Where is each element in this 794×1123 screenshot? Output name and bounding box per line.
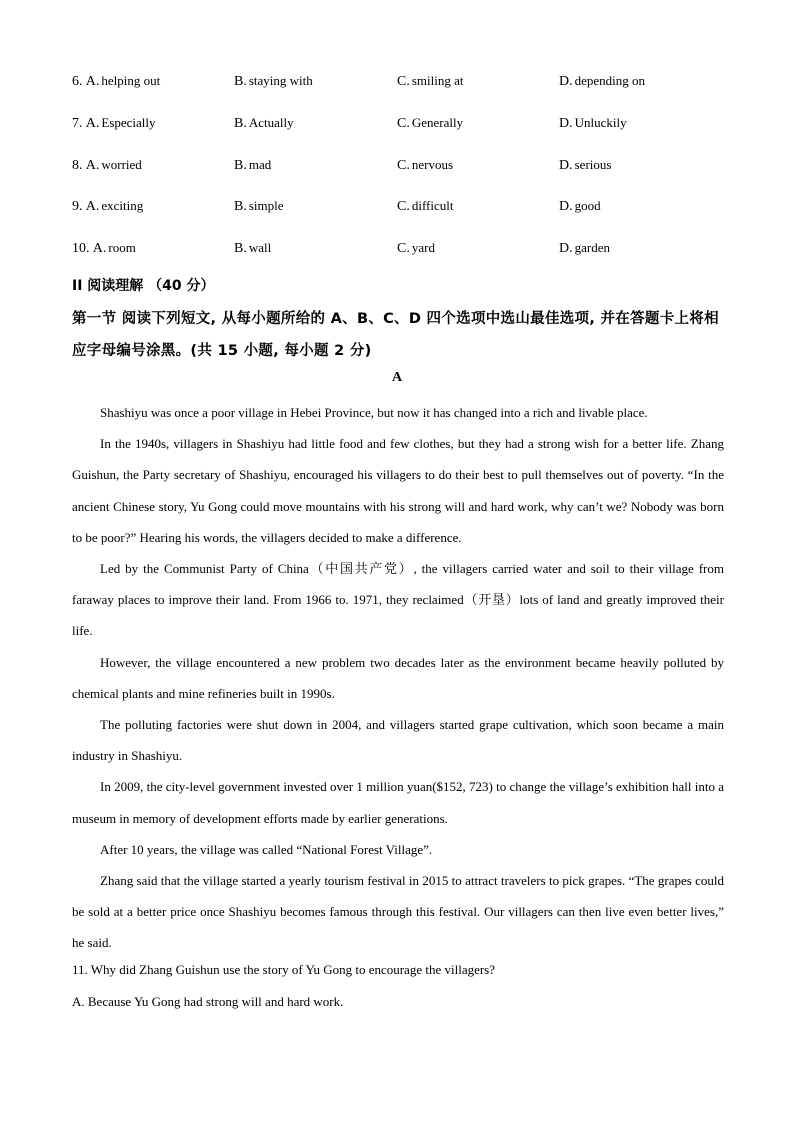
option-7-c xyxy=(397,115,463,132)
option-text: nervous xyxy=(411,157,454,172)
paragraph: However, the village encountered a new problem two decades later as the environment became heavily polluted by chemical plants and mine refineries built in 1990s. xyxy=(72,654,724,701)
option-letter-b: B. xyxy=(234,241,247,256)
option-letter-c: C. xyxy=(397,116,410,131)
option-row-6 xyxy=(0,73,794,93)
option-10-d xyxy=(559,240,610,257)
option-text: worried xyxy=(101,157,142,172)
option-6-a xyxy=(72,73,160,90)
section-instruction: 第一节 阅读下列短文, 从每小题所给的 A、B、C、D 四个选项中选山最佳选项, 并在答题卡上将相应字母编号涂黑。(共 15 小题, 每小题 2 分) xyxy=(72,311,719,359)
option-text: Especially xyxy=(101,115,156,130)
option-row-7 xyxy=(0,115,794,135)
option-text: yard xyxy=(411,240,435,255)
option-text: good xyxy=(574,198,601,213)
passage-label: A xyxy=(391,370,403,385)
option-10-c xyxy=(397,240,435,257)
option-8-a xyxy=(72,157,142,174)
option-letter-c: C. xyxy=(397,199,410,214)
paragraph: In 2009, the city-level government invested over 1 million yuan($152, 723) to change the village’s exhibition hall into a museum in memory of development efforts made by earlier generations. xyxy=(72,779,724,826)
reading-passage xyxy=(72,397,724,959)
option-row-8 xyxy=(0,157,794,177)
option-7-d xyxy=(559,115,627,132)
paragraph: After 10 years, the village was called “National Forest Village”. xyxy=(100,841,433,857)
option-9-b xyxy=(234,198,284,215)
option-text: Unluckily xyxy=(574,115,627,130)
option-7-a xyxy=(72,115,156,132)
option-text: mad xyxy=(248,157,272,172)
option-letter-a: A. xyxy=(85,199,100,214)
option-text: smiling at xyxy=(411,73,464,88)
option-letter-b: B. xyxy=(234,116,247,131)
option-9-d xyxy=(559,198,601,215)
option-9-a xyxy=(72,198,143,215)
option-letter-b: B. xyxy=(234,199,247,214)
option-10-a xyxy=(72,240,136,257)
option-text: Generally xyxy=(411,115,464,130)
option-8-b xyxy=(234,157,271,174)
option-text: difficult xyxy=(411,198,454,213)
question-11: 11. Why did Zhang Guishun use the story of Yu Gong to encourage the villagers? xyxy=(72,962,496,977)
option-letter-b: B. xyxy=(234,74,247,89)
question-number: 6. xyxy=(72,74,83,89)
option-letter-d: D. xyxy=(559,158,573,173)
option-letter-a: A. xyxy=(85,74,100,89)
question-11-option-a: A. Because Yu Gong had strong will and hard work. xyxy=(72,994,344,1009)
paragraph: Shashiyu was once a poor village in Hebei Province, but now it has changed into a rich and livable place. xyxy=(100,405,648,420)
option-letter-d: D. xyxy=(559,74,573,89)
option-6-c xyxy=(397,73,463,90)
option-8-d xyxy=(559,157,611,174)
option-text: serious xyxy=(574,157,612,172)
option-text: wall xyxy=(248,240,272,255)
paragraph: Zhang said that the village started a yearly tourism festival in 2015 to attract travelers to pick grapes. “The grapes could be sold at a better price once Shashiyu becomes famous through this festival. Our villagers can then live even better lives,” he said. xyxy=(72,873,724,951)
question-number: 7. xyxy=(72,116,83,131)
option-letter-c: C. xyxy=(397,158,410,173)
option-row-10 xyxy=(0,240,794,260)
paragraph: The polluting factories were shut down in 2004, and villagers started grape cultivation, which soon became a main industry in Shashiyu. xyxy=(72,717,724,764)
option-8-c xyxy=(397,157,453,174)
option-text: simple xyxy=(248,198,284,213)
option-text: Actually xyxy=(248,115,294,130)
option-letter-a: A. xyxy=(85,158,100,173)
question-number: 9. xyxy=(72,199,83,214)
paragraph: Led by the Communist Party of China（中国共产党）, the villagers carried water and soil to their village from faraway places to improve their land. From 1966 to. 1971, they reclaimed（开垦）lots of land and greatly improved their life. xyxy=(72,561,724,639)
option-letter-a: A. xyxy=(85,116,100,131)
option-letter-c: C. xyxy=(397,241,410,256)
option-6-b xyxy=(234,73,313,90)
paragraph: In the 1940s, villagers in Shashiyu had little food and few clothes, but they had a strong wish for a better life. Zhang Guishun, the Party secretary of Shashiyu, encouraged his villagers to do their best to pull themselves out of poverty. “In the ancient Chinese story, Yu Gong could move mountains with his strong will and hard work, why can’t we? Nobody was born to be poor?” Hearing his words, the villagers decided to make a difference. xyxy=(72,436,724,545)
option-text: depending on xyxy=(574,73,646,88)
option-letter-b: B. xyxy=(234,158,247,173)
option-9-c xyxy=(397,198,453,215)
option-7-b xyxy=(234,115,294,132)
question-number: 10. xyxy=(72,241,90,256)
option-letter-a: A. xyxy=(92,241,107,256)
option-letter-d: D. xyxy=(559,241,573,256)
question-number: 8. xyxy=(72,158,83,173)
option-10-b xyxy=(234,240,271,257)
option-letter-c: C. xyxy=(397,74,410,89)
option-text: room xyxy=(108,240,136,255)
option-text: exciting xyxy=(101,198,144,213)
option-letter-d: D. xyxy=(559,199,573,214)
option-6-d xyxy=(559,73,645,90)
option-text: helping out xyxy=(101,73,161,88)
option-text: garden xyxy=(574,240,610,255)
option-row-9 xyxy=(0,198,794,218)
option-letter-d: D. xyxy=(559,116,573,131)
section-title: II 阅读理解 （40 分） xyxy=(72,278,215,294)
option-text: staying with xyxy=(248,73,313,88)
